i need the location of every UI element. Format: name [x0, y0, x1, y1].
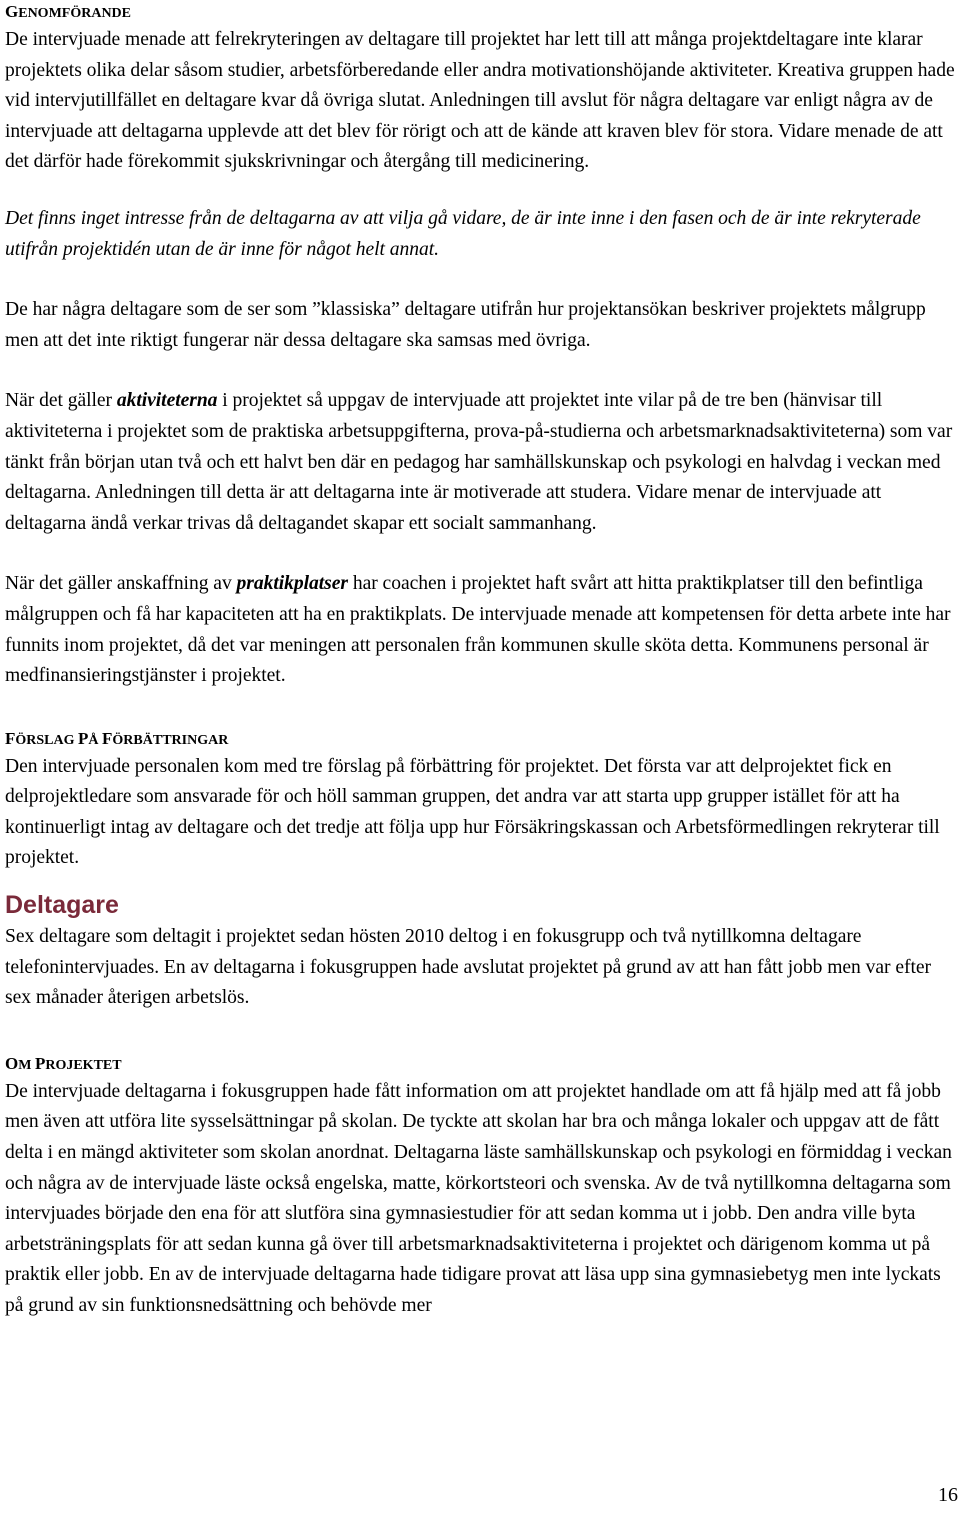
- paragraph-deltagare: Sex deltagare som deltagit i projektet sedan hösten 2010 deltog i en fokusgrupp och två nytillkomna deltagare telefonintervjuades. En av deltagarna i fokusgruppen hade avslutat projektet på grund av att han fått jobb men var efter sex månader återigen arbetslös.: [5, 926, 931, 1009]
- text-run: När det gäller anskaffning av: [5, 573, 237, 595]
- heading-rest: ÖRBÄTTRINGAR: [112, 732, 229, 748]
- heading-initial: O: [5, 1053, 19, 1073]
- heading-genomforande: [5, 0, 960, 25]
- heading-forslag: [5, 727, 960, 752]
- heading-initial: F: [5, 728, 16, 748]
- paragraph-genomforande-2: De har några deltagare som de ser som ”klassiska” deltagare utifrån hur projektansökan beskriver projektets målgrupp men att det inte riktigt fungerar när dessa deltagare ska samsas med övriga.: [5, 299, 926, 351]
- paragraph-gap: [5, 539, 960, 569]
- heading-om-projektet: [5, 1052, 960, 1077]
- paragraph-gap: [5, 265, 960, 295]
- heading-rest: Å: [88, 732, 103, 748]
- heading-initial: F: [102, 728, 113, 748]
- heading-initial: G: [5, 2, 19, 21]
- heading-initial: P: [78, 728, 89, 748]
- paragraph-om-projektet: De intervjuade deltagarna i fokusgruppen hade fått information om att projektet handlade om att få hjälp med att få jobb men även att utföra lite sysselsättningar på skolan. De tyckte att skolan har bra och många lokaler och uppgav att de fått delta i en mängd aktiviteter som skolan anordnat. Deltagarna läste samhällskunskap och psykologi en förmiddag i veckan och några av de intervjuade läste också engelska, matte, körkortsteori och svenska. Av de två nytillkomna deltagarna som intervjuades började den ena för att slutföra sina gymnasiestudier för att sedan komma ut i jobb. Den andra ville byta arbetsträningsplats för att sedan kunna gå över till arbetsmarknadsaktiviteterna i projektet och därigenom komma ut på praktik eller jobb. En av de intervjuade deltagarna hade tidigare provat att läsa upp sina gymnasiebetyg men inte lyckats på grund av sin funktionsnedsättning och behövde mer: [5, 1080, 952, 1316]
- heading-deltagare: Deltagare: [5, 891, 119, 920]
- heading-rest: M: [18, 1057, 35, 1073]
- text-run: När det gäller: [5, 390, 117, 412]
- emphasis-praktikplatser: praktikplatser: [236, 573, 348, 595]
- heading-rest: ENOMFÖRANDE: [18, 6, 132, 21]
- text-run: har coachen i projektet haft svårt att hitta praktikplatser till den befintliga målgruppen och få har kapaciteten att ha en praktikplats. De intervjuade menade att kompetensen för detta arbete inte har funnits inom projektet, då det var meningen att personalen från kommunen skulle sköta detta. Kommunens personal är medfinansieringstjänster i projektet.: [5, 573, 951, 687]
- text-run: i projektet så uppgav de intervjuade att projektet inte vilar på de tre ben (hänvisar till aktiviteterna i projektet som de praktiska arbetsuppgifterna, prova-på-studierna och arbetsmarknadsaktiviteterna) som var tänkt från början utan två och ett halvt ben där en pedagog har samhällskunskap och psykologi en halvdag i veckan med deltagarna. Anledningen till detta är att deltagarna inte är motiverade att studera. Vidare menar de intervjuade att deltagarna ändå verkar trivas då deltagandet skapar ett socialt sammanhang.: [5, 390, 953, 534]
- paragraph-gap: [5, 356, 960, 386]
- document-page: [5, 0, 960, 1322]
- heading-initial: P: [34, 1053, 46, 1073]
- heading-rest: ÖRSLAG: [15, 732, 79, 748]
- paragraph-forslag: Den intervjuade personalen kom med tre förslag på förbättring för projektet. Det första var att delprojektet fick en delprojektledare som ansvarade för och höll samman gruppen, det andra var att starta upp grupper istället för att ha kontinuerligt intag av deltagare och det tredje att följa upp hur Försäkringskassan och Arbetsförmedlingen rekryterar till projektet.: [5, 755, 940, 869]
- paragraph-aktiviteterna: [5, 386, 960, 539]
- paragraph-genomforande-1: De intervjuade menade att felrekryteringen av deltagare till projektet har lett till att många projektdeltagare inte klarar projektets olika delar såsom studier, arbetsförberedande eller andra motivationshöjande aktiviteter. Kreativa gruppen hade vid intervjutillfället en deltagare kvar då övriga slutat. Anledningen till avslut för några deltagare var enligt några av de intervjuade att deltagarna upplevde att det blev för rörigt och att de kände att kraven blev för stora. Vidare menade de att det därför hade förekommit sjukskrivningar och återgång till medicinering.: [5, 29, 955, 173]
- paragraph-praktikplatser: [5, 569, 960, 691]
- heading-rest: ROJEKTET: [45, 1057, 122, 1073]
- interview-quote: Det finns inget intresse från de deltagarna av att vilja gå vidare, de är inte inne i den fasen och de är inte rekryterade utifrån projektidén utan de är inne för något helt annat.: [5, 207, 921, 260]
- emphasis-aktiviteterna: aktiviteterna: [116, 390, 218, 412]
- page-number: 16: [938, 1484, 958, 1506]
